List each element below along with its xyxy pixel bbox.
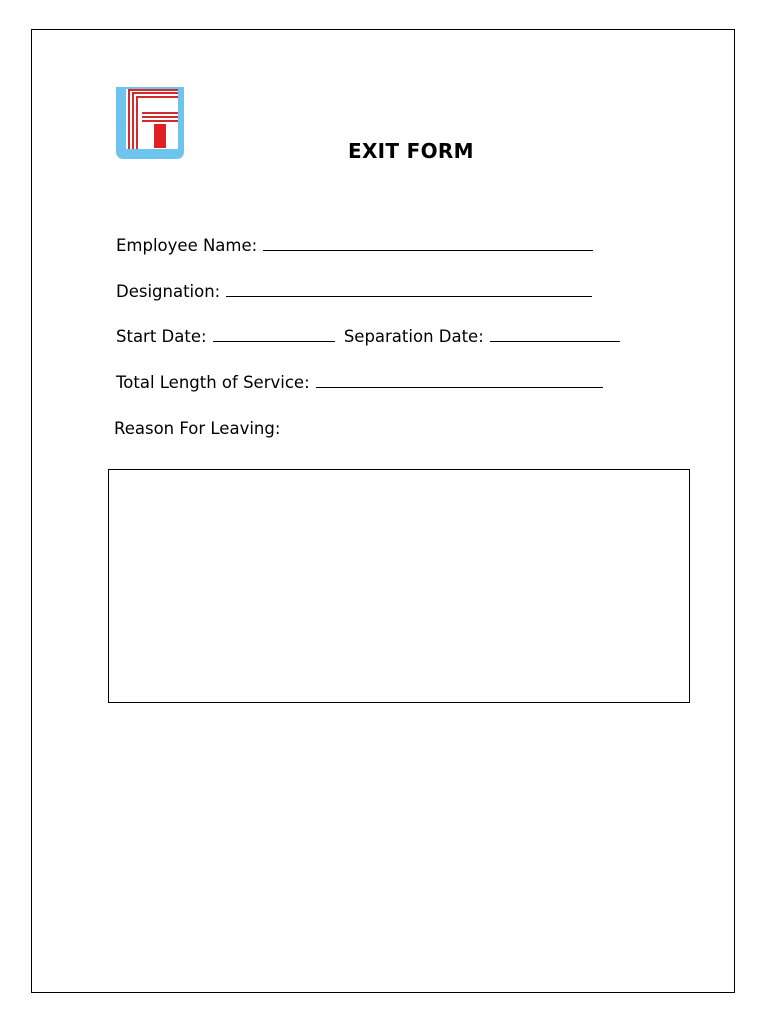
dates-row bbox=[116, 327, 620, 347]
total-service-label: Total Length of Service: bbox=[116, 373, 310, 392]
start-date-field[interactable] bbox=[213, 327, 335, 342]
designation-label: Designation: bbox=[116, 282, 221, 301]
employee-name-label: Employee Name: bbox=[116, 236, 258, 255]
designation-row bbox=[116, 282, 592, 302]
start-date-label: Start Date: bbox=[116, 327, 207, 346]
total-service-row bbox=[116, 373, 603, 393]
page-title: EXIT FORM bbox=[348, 139, 474, 163]
reason-label: Reason For Leaving: bbox=[114, 419, 281, 438]
separation-date-label: Separation Date: bbox=[343, 327, 484, 346]
reason-textbox[interactable] bbox=[108, 469, 690, 703]
company-logo-icon bbox=[116, 87, 184, 159]
designation-field[interactable] bbox=[226, 282, 592, 297]
separation-date-field[interactable] bbox=[490, 327, 620, 342]
employee-name-field[interactable] bbox=[263, 236, 593, 251]
employee-name-row bbox=[116, 236, 593, 256]
total-service-field[interactable] bbox=[316, 373, 603, 388]
